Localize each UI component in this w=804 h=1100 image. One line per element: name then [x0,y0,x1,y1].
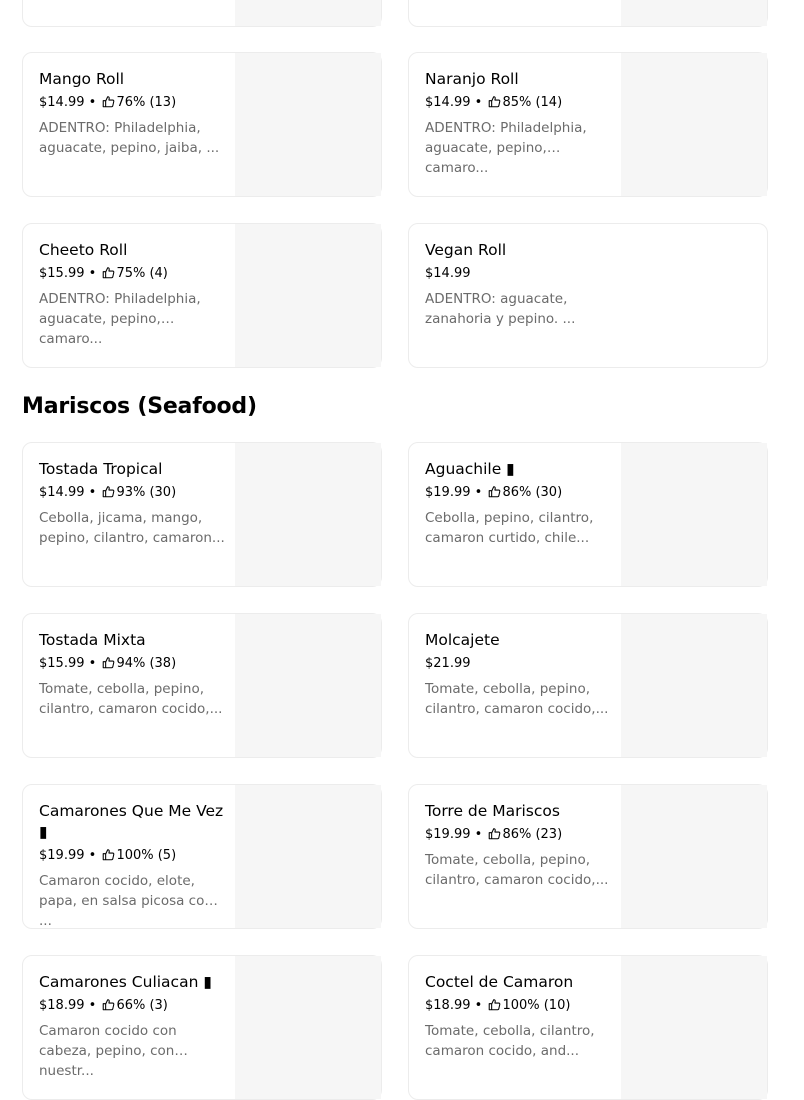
menu-item-card[interactable] [408,784,768,929]
menu-item-card[interactable] [22,223,382,368]
menu-item-meta: $14.99 • 93% (30) [39,485,177,500]
menu-item-meta: $19.99 • 86% (23) [425,827,563,842]
menu-item-card[interactable] [22,784,382,929]
menu-item-price: $19.99 [39,848,85,863]
menu-item-meta [425,655,611,673]
thumbs-up-icon [102,266,115,279]
menu-item-image [621,0,767,26]
thumbs-up-icon [102,95,115,108]
menu-item-image [235,443,381,586]
menu-item-description: Tomate, cebolla, pepino, cilantro, camaron cocido,... [425,681,609,717]
menu-item-rating: 76% (13) [116,95,177,110]
menu-item-description: Camaron cocido, elote, papa, en salsa picosa con ... [39,873,213,929]
menu-item-description: ADENTRO: Philadelphia, aguacate, pepino, camaro... [425,120,587,176]
menu-item-price: $15.99 [39,266,85,281]
menu-item-price: $19.99 [425,485,471,500]
menu-item-rating: 94% (38) [116,656,177,671]
menu-item-meta [425,265,611,283]
menu-item-description: ADENTRO: aguacate, zanahoria y pepino. ... [425,291,576,327]
menu-item-description: Tomate, cebolla, pepino, cilantro, camaron cocido,... [425,852,609,888]
thumbs-up-icon [102,485,115,498]
menu-item-name: Camarones Que Me Vez ▮ [39,802,224,841]
menu-item-card[interactable] [22,955,382,1100]
thumbs-up-icon [488,95,501,108]
section-title: Mariscos (Seafood) [22,394,257,419]
menu-item-info [39,630,225,719]
menu-item-price: $14.99 [425,266,471,281]
menu-item-image [621,614,767,757]
menu-item-image [235,0,381,26]
thumbs-up-icon [488,827,501,840]
menu-item-price: $14.99 [39,95,85,110]
menu-item-rating: 100% (5) [116,848,177,863]
thumbs-up-icon [488,998,501,1011]
menu-item-name: Vegan Roll [425,241,507,259]
menu-item-card[interactable] [22,52,382,197]
menu-item-rating: 86% (23) [502,827,563,842]
menu-item-name: Molcajete [425,631,500,649]
menu-item-rating: 85% (14) [502,95,563,110]
menu-item-meta: $18.99 • 100% (10) [425,998,571,1013]
menu-item-name: Tostada Tropical [39,460,163,478]
menu-item-card[interactable] [22,442,382,587]
menu-item-card[interactable] [22,0,382,27]
menu-item-image [621,53,767,196]
menu-item-image [621,785,767,928]
menu-item-info [39,459,225,548]
menu-item-meta: $15.99 • 75% (4) [39,266,168,281]
menu-item-meta: $19.99 • 100% (5) [39,848,177,863]
thumbs-up-icon [102,848,115,861]
menu-item-rating: 93% (30) [116,485,177,500]
menu-item-name: Aguachile ▮ [425,460,515,478]
menu-item-description: ADENTRO: Philadelphia, aguacate, pepino, jaiba, ... [39,120,220,156]
menu-item-image [235,224,381,367]
menu-item-info [39,801,225,929]
menu-item-card[interactable] [22,613,382,758]
menu-item-meta: $14.99 • 85% (14) [425,95,563,110]
menu-item-meta: $14.99 • 76% (13) [39,95,177,110]
menu-item-rating: 86% (30) [502,485,563,500]
menu-item-meta: $19.99 • 86% (30) [425,485,563,500]
menu-item-rating: 75% (4) [116,266,168,281]
menu-item-meta: $15.99 • 94% (38) [39,656,177,671]
menu-item-card[interactable] [408,442,768,587]
menu-item-image [235,956,381,1099]
menu-item-info [39,972,225,1079]
menu-item-info [39,240,225,347]
menu-item-card[interactable] [408,0,768,27]
menu-item-image [235,614,381,757]
menu-item-description: Cebolla, pepino, cilantro, camaron curtido, chile... [425,510,594,546]
menu-item-meta: $18.99 • 66% (3) [39,998,168,1013]
menu-item-name: Tostada Mixta [39,631,146,649]
menu-item-info [425,69,611,176]
menu-item-price: $19.99 [425,827,471,842]
menu-item-description: Cebolla, jicama, mango, pepino, cilantro, camaron... [39,510,225,546]
menu-item-description: Tomate, cebolla, cilantro, camaron cocido, and... [425,1023,595,1059]
menu-item-price: $18.99 [425,998,471,1013]
menu-item-info [425,459,611,548]
menu-item-price: $18.99 [39,998,85,1013]
menu-item-card[interactable] [408,955,768,1100]
menu-item-description: Camaron cocido con cabeza, pepino, con nuestr... [39,1023,177,1079]
menu-item-name: Cheeto Roll [39,241,128,259]
thumbs-up-icon [102,998,115,1011]
menu-item-info [425,630,611,719]
menu-item-info [39,69,225,158]
menu-item-name: Naranjo Roll [425,70,519,88]
menu-item-description: ADENTRO: Philadelphia, aguacate, pepino, camaro... [39,291,201,347]
menu-item-price: $14.99 [39,485,85,500]
menu-item-image [621,443,767,586]
menu-item-image [621,956,767,1099]
menu-item-name: Coctel de Camaron [425,973,574,991]
menu-item-card[interactable] [408,613,768,758]
menu-item-card[interactable] [408,52,768,197]
menu-item-rating: 66% (3) [116,998,168,1013]
menu-item-name: Torre de Mariscos [425,802,560,820]
menu-item-price: $14.99 [425,95,471,110]
menu-item-image [235,53,381,196]
menu-item-info [425,240,611,329]
menu-item-name: Mango Roll [39,70,125,88]
thumbs-up-icon [102,656,115,669]
menu-item-name: Camarones Culiacan ▮ [39,973,212,991]
menu-item-info [425,801,611,890]
menu-item-price: $15.99 [39,656,85,671]
menu-item-description: Tomate, cebolla, pepino, cilantro, camaron cocido,... [39,681,223,717]
thumbs-up-icon [488,485,501,498]
menu-item-info [425,972,611,1061]
menu-item-card[interactable] [408,223,768,368]
menu-item-image [235,785,381,928]
menu-item-price: $21.99 [425,656,471,671]
menu-item-rating: 100% (10) [502,998,571,1013]
